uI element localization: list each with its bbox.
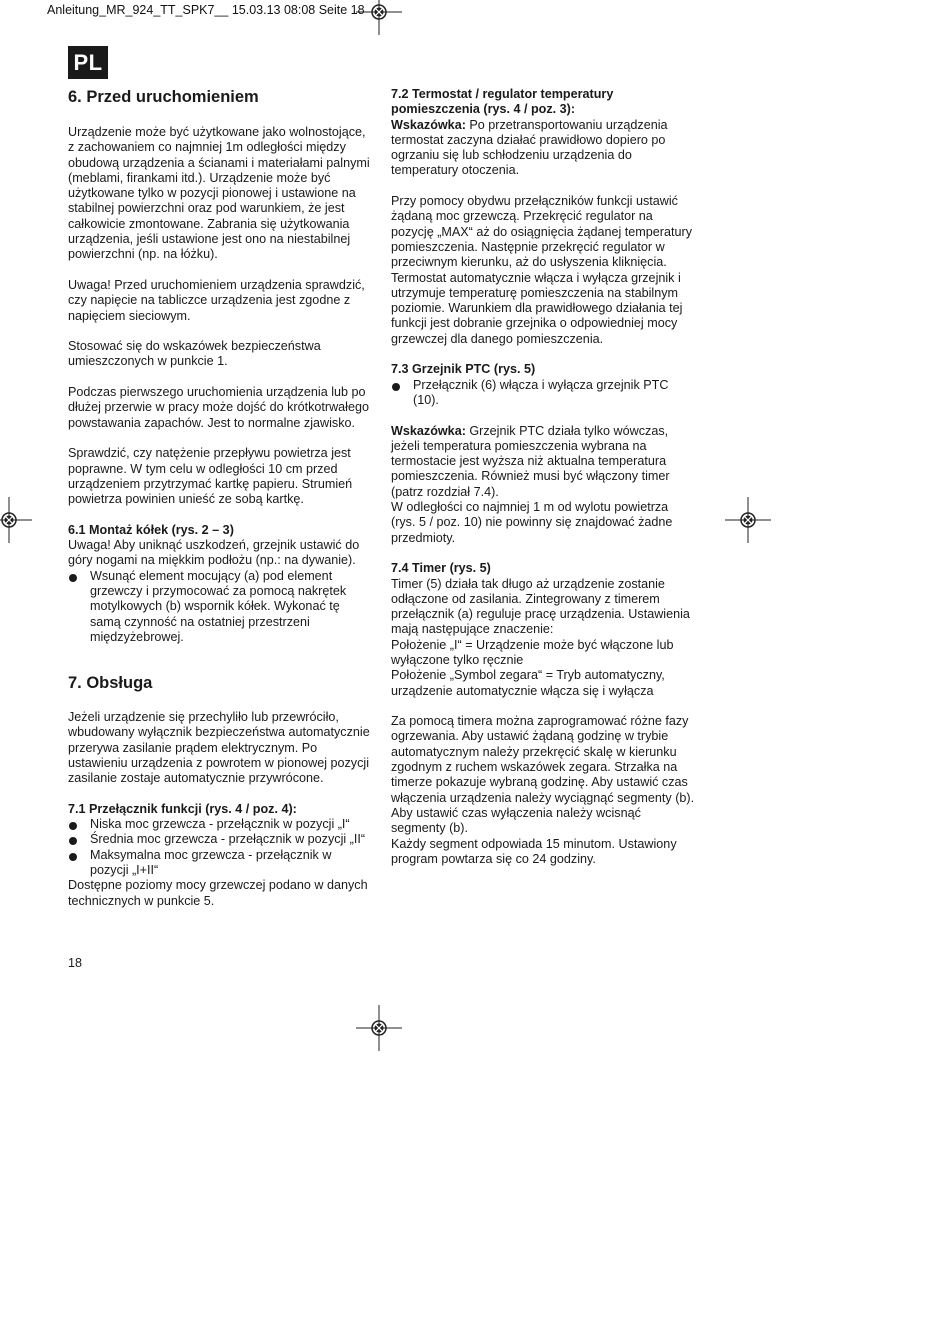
section-7-4-paragraph: Położenie „I“ = Urządzenie może być włączone lub wyłączone tylko ręcznie [391,637,674,667]
bullet-item: Niska moc grzewcza - przełącznik w pozycji „I“ [68,817,373,832]
section-7-4-title: 7.4 Timer (rys. 5) [391,561,491,576]
section-7-3-title: 7.3 Grzejnik PTC (rys. 5) [391,362,536,377]
section-6-title: 6. Przed uruchomieniem [68,88,259,106]
note-text: Grzejnik PTC działa tylko wówczas, jeżeli temperatura pomieszczenia wybrana na termostacie jest wyższa niż aktualna temperatura pomieszczenia. Również musi być włączony timer (patrz rozdział 7.4). [391,423,670,499]
section-6-paragraph: Sprawdzić, czy natężenie przepływu powietrza jest poprawne. W tym celu w odległości 10 cm przed urządzeniem przytrzymać kartkę papieru. Strumień powietrza powinien unieść ze sobą kartkę. [68,446,353,507]
right-column [391,87,696,867]
section-6-1-title: 6.1 Montaż kółek (rys. 2 – 3) [68,522,234,537]
section-7-3-note [391,424,696,500]
section-7-1-title: 7.1 Przełącznik funkcji (rys. 4 / poz. 4): [68,801,297,816]
section-6-paragraph: Podczas pierwszego uruchomienia urządzenia lub po dłużej przerwie w pracy może dojść do krótkotrwałego powstawania zapachów. Jest to normalne zjawisko. [68,385,369,430]
section-7-1-paragraph: Dostępne poziomy mocy grzewczej podano w danych technicznych w punkcie 5. [68,878,368,908]
section-7-4-paragraph: Za pomocą timera można zaprogramować różne fazy ogrzewania. Aby ustawić żądaną godzinę w trybie automatycznym należy przekręcić skalę w kierunku zgodnym z ruchem wskazówek zegara. Strzałka na timerze pokazuje wybraną godzinę. Aby ustawić czas włączenia urządzenia należy wyciągnąć segmenty (b). Aby ustawić czas wyłączenia należy wcisnąć segmenty (b). [391,714,695,836]
registration-mark-icon [356,1005,402,1051]
section-7-4-paragraph: Timer (5) działa tak długo aż urządzenie zostanie odłączone od zasilania. Zintegrowany z timerem przełącznik (a) reguluje pracę urządzenia. Ustawienia mają następujące znaczenie: [391,576,690,637]
section-6-1-paragraph: Uwaga! Aby uniknąć uszkodzeń, grzejnik ustawić do góry nogami na miękkim podłożu (np.: na dywanie). [68,538,360,568]
section-7-2-title: 7.2 Termostat / regulator temperatury pomieszczenia (rys. 4 / poz. 3): [391,87,614,117]
section-7-4-paragraph: Położenie „Symbol zegara“ = Tryb automatyczny, urządzenie automatycznie włącza się i wyłącza [391,668,665,698]
section-7-2-paragraph: Przy pomocy obydwu przełączników funkcji ustawić żądaną moc grzewczą. Przekręcić regulator na pozycję „MAX“ aż do osiągnięcia żądanej temperatury pomieszczenia. Następnie przekręcić regulator w przeciwnym kierunku, aż do usłyszenia kliknięcia. Termostat automatycznie włącza i wyłącza grzejnik i utrzymuje temperaturę pomieszczenia na stabilnym poziomie. Warunkiem dla prawidłowego działania tej funkcji jest dobranie grzejnika o odpowiedniej mocy grzewczej dla danego pomieszczenia. [391,194,693,346]
section-7-3-paragraph: W odległości co najmniej 1 m od wylotu powietrza (rys. 5 / poz. 10) nie powinny się znajdować żadne przedmioty. [391,500,673,545]
registration-mark-icon [356,0,402,35]
bullet-item: Maksymalna moc grzewcza - przełącznik w pozycji „I+II“ [68,848,373,879]
section-7-paragraph: Jeżeli urządzenie się przechyliło lub przewróciło, wbudowany wyłącznik bezpieczeństwa automatycznie przerywa zasilanie prądem elektrycznym. Po ustawieniu urządzenia z powrotem w pionowej pozycji zasilanie zostaje automatycznie przywrócone. [68,710,370,786]
left-column [68,87,373,909]
section-6-paragraph: Urządzenie może być użytkowane jako wolnostojące, z zachowaniem co najmniej 1m odległości między obudową urządzenia a ścianami i materiałami palnymi (meblami, firankami itd.). Urządzenie może być użytkowane tylko w pozycji pionowej i ustawione na stabilnej powierzchni oraz pod warunkiem, że jest całkowicie zmontowane. Zabrania się użytkowania urządzenia, jeśli ustawione jest ono na niestabilnej powierzchni (np. na łóżku). [68,125,370,262]
note-label: Wskazówka: [391,423,466,438]
section-6-paragraph: Stosować się do wskazówek bezpieczeństwa umieszczonych w punkcie 1. [68,339,321,369]
section-7-2-note [391,118,696,179]
registration-mark-icon [725,497,771,543]
print-header: Anleitung_MR_924_TT_SPK7__ 15.03.13 08:08 Seite 18 [47,3,365,17]
bullet-item: Wsunąć element mocujący (a) pod element grzewczy i przymocować za pomocą nakrętek motylkowych (b) wspornik kółek. Wykonać tę samą czynność na ostatniej przestrzeni międzyżebrowej. [68,569,373,645]
section-7-4-paragraph: Każdy segment odpowiada 15 minutom. Ustawiony program powtarza się co 24 godziny. [391,836,677,866]
section-6-paragraph: Uwaga! Przed uruchomieniem urządzenia sprawdzić, czy napięcie na tabliczce urządzenia jest zgodne z napięciem sieciowym. [68,277,365,323]
registration-mark-icon [0,497,32,543]
note-label: Wskazówka: [391,117,466,132]
page-number: 18 [68,956,83,970]
language-badge: PL [68,46,108,79]
note-text: Po przetransportowaniu urządzenia termostat zaczyna działać prawidłowo dopiero po ogrzaniu się lub schłodzeniu urządzenia do temperatury otoczenia. [391,117,668,178]
bullet-item: Przełącznik (6) włącza i wyłącza grzejnik PTC (10). [391,378,696,409]
section-7-title: 7. Obsługa [68,674,153,693]
bullet-item: Średnia moc grzewcza - przełącznik w pozycji „II“ [68,832,373,847]
